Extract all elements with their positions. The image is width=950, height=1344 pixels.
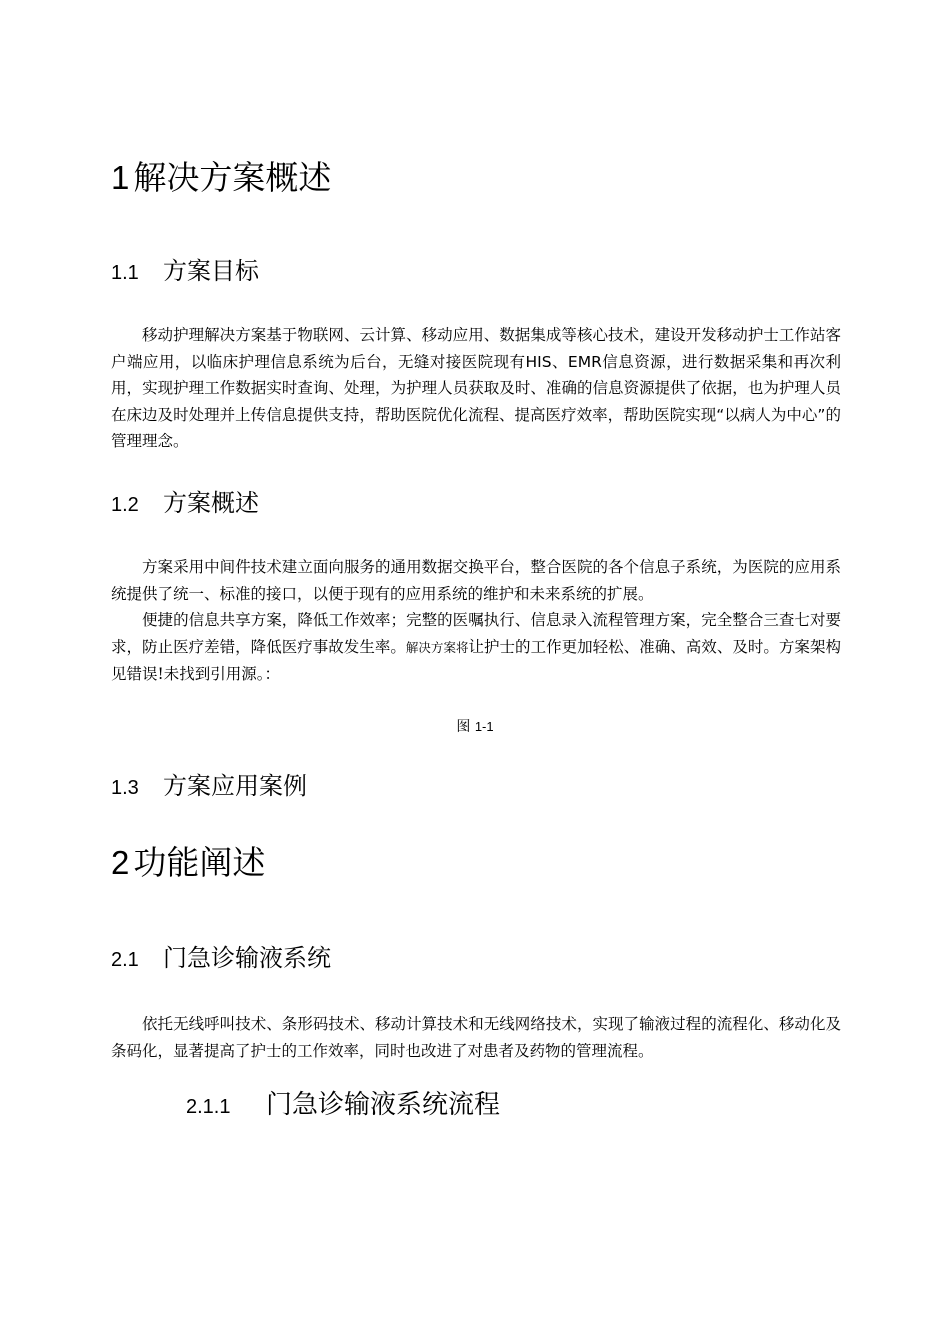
heading-2-1-infusion-system bbox=[111, 943, 331, 975]
paragraph-overview-1: 方案采用中间件技术建立面向服务的通用数据交换平台，整合医院的各个信息子系统，为医院的应用系统提供了统一、标准的接口，以便于现有的应用系统的维护和未来系统的扩展。 bbox=[111, 558, 841, 603]
heading-1-1-goals bbox=[111, 256, 259, 288]
heading-1-3-cases bbox=[111, 771, 307, 803]
paragraph-overview-2 bbox=[111, 607, 841, 688]
paragraph-text: 让护士的工作更加轻松、准确、高效、及时。方案架构见 bbox=[111, 637, 841, 683]
heading-title: 门急诊输液系统流程 bbox=[266, 1090, 501, 1120]
heading-number: 1.2 bbox=[111, 494, 139, 516]
heading-number: 1 bbox=[111, 159, 130, 196]
heading-title: 方案目标 bbox=[163, 257, 259, 285]
heading-number: 2 bbox=[111, 844, 130, 881]
heading-number: 1.1 bbox=[111, 262, 139, 284]
heading-number: 1.3 bbox=[111, 777, 139, 799]
paragraph-text: ： bbox=[264, 665, 281, 683]
paragraph-goals: 移动护理解决方案基于物联网、云计算、移动应用、数据集成等核心技术，建设开发移动护士工作站客户端应用，以临床护理信息系统为后台，无缝对接医院现有HIS、EMR信息资源，进行数据采集和再次利用，实现护理工作数据实时查询、处理，为护理人员获取及时、准确的信息资源提供了依据，也为护理人员在床边及时处理并上传信息提供支持，帮助医院优化流程、提高医疗效率，帮助医院实现“以病人为中心”的管理理念。 bbox=[111, 326, 841, 450]
heading-number: 2.1.1 bbox=[186, 1096, 231, 1118]
heading-number: 2.1 bbox=[111, 949, 139, 971]
heading-title: 功能阐述 bbox=[133, 843, 266, 882]
heading-2-functions bbox=[111, 843, 265, 883]
paragraph-text: 便捷的信息共享方案，降低工作效率；完整的医嘱执行、信息录入流程管理方案，完全整合三查七对要求，防止医疗差错，降低医疗事故发生率。 bbox=[111, 611, 841, 656]
heading-1-solution-overview bbox=[111, 158, 331, 198]
paragraph-infusion-system: 依托无线呼叫技术、条形码技术、移动计算技术和无线网络技术，实现了输液过程的流程化、移动化及条码化，显著提高了护士的工作效率，同时也改进了对患者及药物的管理流程。 bbox=[111, 1015, 841, 1060]
heading-2-1-1-infusion-flow bbox=[186, 1089, 500, 1123]
figure-caption bbox=[0, 716, 950, 738]
paragraph-text-small: 解决方案将 bbox=[405, 639, 469, 655]
caption-number: 1-1 bbox=[474, 719, 494, 734]
heading-title: 方案应用案例 bbox=[163, 772, 307, 800]
reference-error-text: 错误!未找到引用源。 bbox=[126, 665, 265, 683]
heading-title: 门急诊输液系统 bbox=[163, 944, 331, 972]
caption-label: 图 bbox=[456, 719, 471, 735]
heading-1-2-overview bbox=[111, 488, 259, 520]
heading-title: 方案概述 bbox=[163, 489, 259, 517]
heading-title: 解决方案概述 bbox=[133, 158, 332, 197]
